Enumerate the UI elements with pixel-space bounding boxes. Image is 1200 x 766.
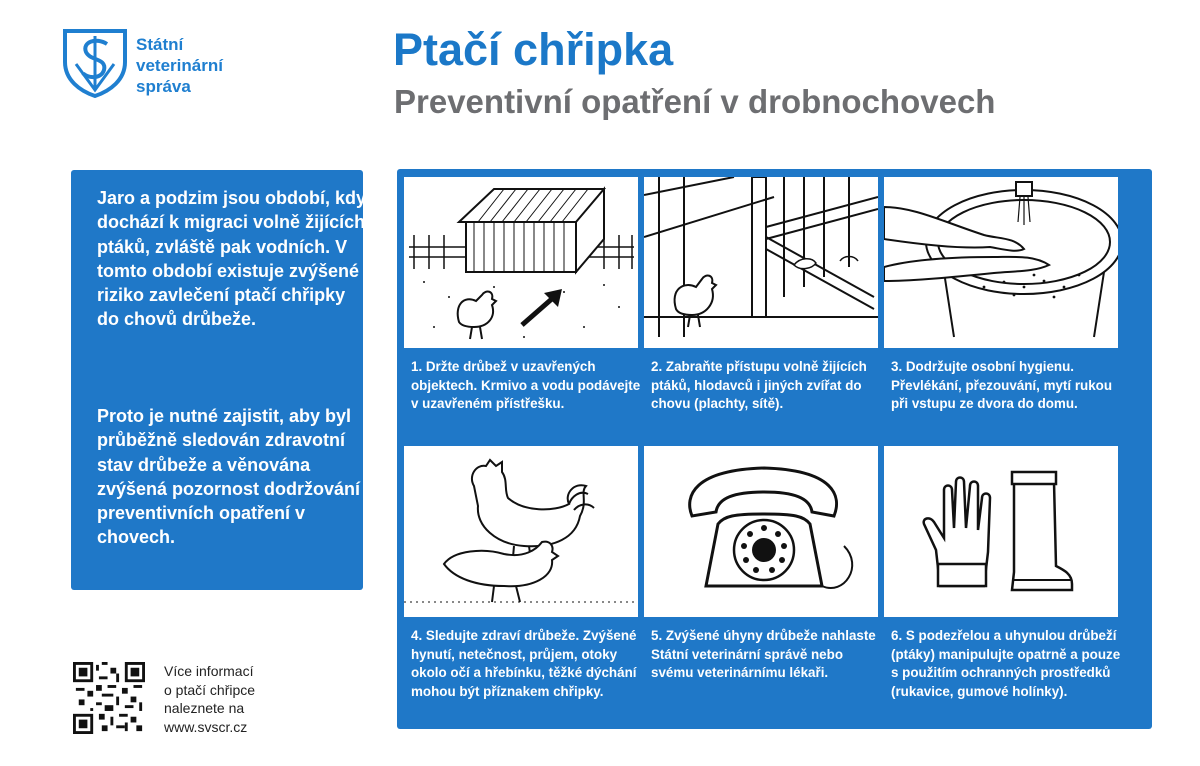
more-info-line: o ptačí chřipce [164, 681, 256, 698]
tip-1-illustration [404, 177, 638, 348]
page-title: Ptačí chřipka [393, 24, 674, 75]
logo-line: správa [136, 77, 191, 96]
tip-6-text: 6. S podezřelou a uhynulou drůbeží (ptáky) manipulujte opatrně a pouze s použitím ochranných prostředků (rukavice, gumové holínky). [891, 628, 1121, 699]
page-subtitle: Preventivní opatření v drobnochovech [394, 83, 996, 120]
more-info-line: Více informací [164, 663, 254, 679]
fence-hen-icon [644, 177, 878, 348]
logo-line: veterinární [136, 56, 223, 75]
tip-3-text: 3. Dodržujte osobní hygienu. Převlékání, přezouvání, mytí rukou při vstupu ze dvora do domu. [891, 359, 1113, 412]
info-paragraph-1: Jaro a podzim jsou období, kdy dochází k migraci volně žijících ptáků, zvláště pak vodních. V tomto období existuje zvýšené riziko zavlečení ptačí chřipky do chovů drůbeže. [97, 188, 367, 330]
more-info-line: naleznete na [164, 700, 245, 716]
logo-line: Státní [136, 35, 184, 54]
coop-hen-icon [404, 177, 638, 348]
logo [62, 28, 262, 108]
rooster-hen-icon [404, 446, 638, 617]
tip-4-text: 4. Sledujte zdraví drůbeže. Zvýšené hynutí, netečnost, průjem, otoky okolo očí a hřebínku, těžké dýchání mohou být příznakem chřipky. [411, 628, 637, 699]
info-box [71, 170, 367, 590]
tip-5-text: 5. Zvýšené úhyny drůbeže nahlaste Státní veterinární správě nebo svému veterinárnímu lékaři. [651, 628, 876, 681]
glove-boot-icon [884, 446, 1118, 617]
tips-grid [397, 169, 1152, 729]
telephone-icon [644, 446, 878, 617]
more-info [164, 662, 255, 736]
tip-5-illustration [644, 446, 878, 617]
hand-washing-icon [884, 177, 1118, 348]
info-paragraph-2: Proto je nutné zajistit, aby byl průběžně sledován zdravotní stav drůbeže a věnována zvýšená pozornost dodržování preventivních opatření v chovech. [97, 406, 361, 548]
qr-code-icon[interactable] [73, 662, 145, 734]
tip-2-illustration [644, 177, 878, 348]
tip-2-text: 2. Zabraňte přístupu volně žijících ptáků, hlodavců i jiných zvířat do chovu (plachty, sítě). [651, 359, 867, 412]
website-link[interactable]: www.svscr.cz [164, 718, 248, 735]
tip-3-illustration [884, 177, 1118, 348]
svs-shield-icon [62, 28, 128, 98]
tip-4-illustration [404, 446, 638, 617]
logo-text [136, 34, 223, 97]
tip-6-illustration [884, 446, 1118, 617]
tip-1-text: 1. Držte drůbež v uzavřených objektech. Krmivo a vodu podávejte v uzavřeném přístřešku. [411, 359, 641, 412]
